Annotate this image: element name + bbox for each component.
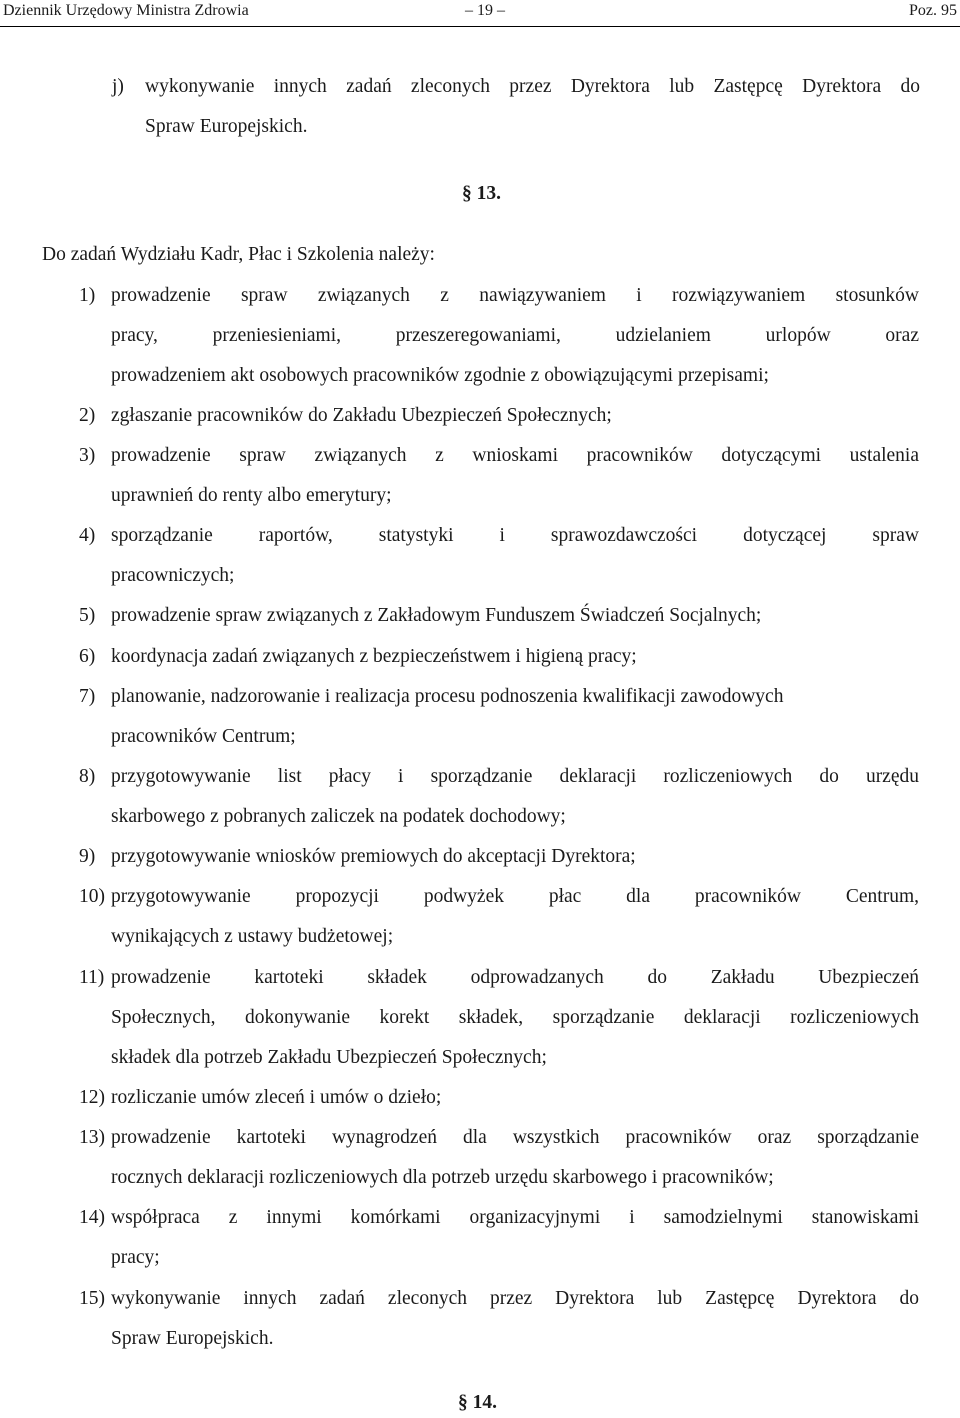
prev-item-line: wykonywanie innych zadań zleconych przez Dyrektora lub Zastępcę Dyrektora do xyxy=(145,76,920,97)
prev-item-line: Spraw Europejskich. xyxy=(145,116,308,137)
list-item-number: 12) xyxy=(79,1087,105,1108)
list-item-line: przygotowywanie propozycji podwyżek płac dla pracowników Centrum, xyxy=(111,886,919,907)
list-item-line: rozliczanie umów zleceń i umów o dzieło; xyxy=(111,1087,442,1108)
list-item-line: skarbowego z pobranych zaliczek na podatek dochodowy; xyxy=(111,806,566,827)
list-item-number: 6) xyxy=(79,646,96,667)
list-item-line: uprawnień do renty albo emerytury; xyxy=(111,485,392,506)
list-item-line: sporządzanie raportów, statystyki i sprawozdawczości dotyczącej spraw xyxy=(111,525,919,546)
list-item-number: 7) xyxy=(79,686,96,707)
list-item-line: planowanie, nadzorowanie i realizacja procesu podnoszenia kwalifikacji zawodowych xyxy=(111,686,784,707)
list-item-line: prowadzenie kartoteki wynagrodzeń dla wszystkich pracowników oraz sporządzanie xyxy=(111,1127,919,1148)
list-item-line: przygotowywanie wniosków premiowych do akceptacji Dyrektora; xyxy=(111,846,636,867)
list-item-number: 8) xyxy=(79,766,96,787)
list-item-number: 11) xyxy=(79,967,105,988)
list-item-line: pracy; xyxy=(111,1247,160,1268)
list-item-line: prowadzenie spraw związanych z wnioskami pracowników dotyczącymi ustalenia xyxy=(111,445,919,466)
list-item-line: wykonywanie innych zadań zleconych przez Dyrektora lub Zastępcę Dyrektora do xyxy=(111,1288,919,1309)
list-item-line: wynikających z ustawy budżetowej; xyxy=(111,926,394,947)
list-item-number: 9) xyxy=(79,846,96,867)
list-item-line: pracowniczych; xyxy=(111,565,235,586)
list-item-line: pracy, przeniesieniami, przeszeregowaniami, udzielaniem urlopów oraz xyxy=(111,325,919,346)
list-item-number: 4) xyxy=(79,525,96,546)
list-item-line: współpraca z innymi komórkami organizacyjnymi i samodzielnymi stanowiskami xyxy=(111,1207,919,1228)
section-heading-14: § 14. xyxy=(458,1392,497,1413)
journal-title: Dziennik Urzędowy Ministra Zdrowia xyxy=(3,2,249,19)
list-item-line: zgłaszanie pracowników do Zakładu Ubezpieczeń Społecznych; xyxy=(111,405,612,426)
position-number: Poz. 95 xyxy=(909,2,957,19)
list-item-line: przygotowywanie list płacy i sporządzanie deklaracji rozliczeniowych do urzędu xyxy=(111,766,919,787)
list-item-number: 10) xyxy=(79,886,105,907)
section-heading-13: § 13. xyxy=(462,183,501,204)
list-item-line: prowadzenie kartoteki składek odprowadzanych do Zakładu Ubezpieczeń xyxy=(111,967,919,988)
list-item-number: 1) xyxy=(79,285,96,306)
list-item-number: 14) xyxy=(79,1207,105,1228)
page-number: – 19 – xyxy=(465,2,505,19)
list-item-number: 15) xyxy=(79,1288,105,1309)
list-item-line: Spraw Europejskich. xyxy=(111,1328,274,1349)
prev-item-marker: j) xyxy=(112,76,124,97)
list-item-line: Społecznych, dokonywanie korekt składek, sporządzanie deklaracji rozliczeniowych xyxy=(111,1007,919,1028)
list-item-line: koordynacja zadań związanych z bezpieczeństwem i higieną pracy; xyxy=(111,646,637,667)
list-item-line: prowadzenie spraw związanych z nawiązywaniem i rozwiązywaniem stosunków xyxy=(111,285,919,306)
list-item-number: 5) xyxy=(79,605,96,626)
list-item-line: prowadzenie spraw związanych z Zakładowym Funduszem Świadczeń Socjalnych; xyxy=(111,605,762,626)
list-item-line: pracowników Centrum; xyxy=(111,726,296,747)
list-item-number: 2) xyxy=(79,405,96,426)
list-item-line: prowadzeniem akt osobowych pracowników zgodnie z obowiązującymi przepisami; xyxy=(111,365,769,386)
list-item-number: 13) xyxy=(79,1127,105,1148)
list-item-number: 3) xyxy=(79,445,96,466)
list-item-line: rocznych deklaracji rozliczeniowych dla potrzeb urzędu skarbowego i pracowników; xyxy=(111,1167,774,1188)
list-item-line: składek dla potrzeb Zakładu Ubezpieczeń Społecznych; xyxy=(111,1047,547,1068)
page-header xyxy=(0,0,960,27)
section-intro: Do zadań Wydziału Kadr, Płac i Szkolenia należy: xyxy=(42,244,435,265)
